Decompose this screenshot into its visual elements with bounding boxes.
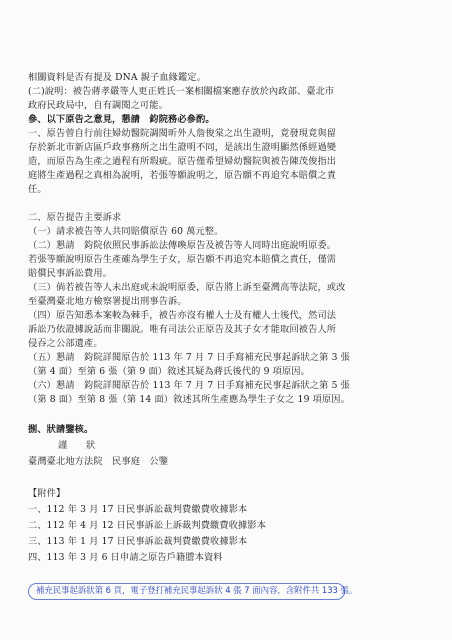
opinion-1-line-4: 庭將生產過程之真相為說明，若張等願說明之，原告願不再追究本賠償之責	[28, 170, 337, 181]
explain-line-2: 政府民政局中，自有調閱之可能。	[28, 100, 169, 111]
opinion-1-line-5: 任。	[28, 184, 47, 195]
claim-5-line-1: （五）懇請 鈞院詳閱原告於 113 年 7 月 7 日手寫補充民事起訴狀之第 3 張	[28, 352, 350, 363]
claim-2-line-3: 賠償民事訴訟費用。	[28, 268, 113, 279]
explain-line-1: (二)說明：被告蔣孝嚴等人更正姓氏一案相關檔案應存放於內政部、臺北市	[28, 86, 335, 97]
claim-6-line-1: （六）懇請 鈞院詳閱原告於 113 年 7 月 7 日手寫補充民事起訴狀之第 5 張	[28, 380, 350, 391]
claim-4-line-2: 訴訟乃依證據說話而非關說。唯有司法公正原告及其子女才能取回被告人所	[28, 324, 337, 335]
claim-5-line-2: （第 4 面）至第 6 張（第 9 面）敘述其疑為蔣氏後代的 9 項原因。	[28, 366, 310, 377]
attachment-2: 二、112 年 4 月 12 日民事訴訟上訴裁判費繳費收據影本	[28, 520, 267, 531]
closing-line: 捌、狀請鑒核。	[28, 424, 94, 435]
dna-line: 相關資料是否有提及 DNA 親子血緣鑑定。	[28, 72, 207, 83]
claim-4-line-3: 侵吞之公部遺產。	[28, 338, 103, 349]
respectfully-line: 謹 狀	[58, 440, 96, 451]
attachment-4: 四、113 年 3 月 6 日申請之原告戶籍謄本資料	[28, 552, 223, 563]
opinion-1-line-3: 造，而原告為生產之過程有所瑕疵。原告僅希望婦幼醫院與被告陳茂俊指出	[28, 156, 337, 167]
claim-2-line-1: （二）懇請 鈞院依照民事訴訟法傳喚原告及被告等人同時出庭說明原委。	[28, 240, 337, 251]
attachment-heading: 【附件】	[28, 488, 66, 499]
opinion-1-line-2: 存於新北市新店區戶政事務所之出生證明不同，是該出生證明顯然係經過變	[28, 142, 337, 153]
claim-3-line-1: （三）倘若被告等人未出庭或未說明原委，原告將上訴至臺灣高等法院，或改	[28, 282, 346, 293]
claim-2-line-2: 若張等願說明原告生產確為學生子女，原告願不再追究本賠償之責任，僅需	[28, 254, 337, 265]
section-2-heading: 二、原告提告主要訴求	[28, 212, 122, 223]
claim-1-line-1: （一）請求被告等人共同賠償原告 60 萬元整。	[28, 226, 224, 237]
claim-4-line-1: （四）原告知悉本案較為棘手，被告亦沒有權人士及有權人士後代，然司法	[28, 310, 337, 321]
claim-3-line-2: 至臺灣臺北地方檢察署提出刑事告訴。	[28, 296, 187, 307]
attachment-1: 一、112 年 3 月 17 日民事訴訟裁判費繳費收據影本	[28, 504, 248, 515]
section-3-heading: 參、以下原告之意見，懇請 鈞院務必參酌。	[28, 114, 215, 125]
court-line: 臺灣臺北地方法院 民事庭 公鑒	[28, 456, 169, 467]
claim-6-line-2: （第 8 面）至第 8 張（第 14 面）敘述其所生產應為學生子女之 19 項原因。	[28, 394, 350, 405]
attachment-3: 三、113 年 1 月 17 日民事訴訟裁判費繳費收據影本	[28, 536, 248, 547]
handwritten-note: 補充民事起訴狀第 6 頁，電子登打補充民事起訴狀 4 張 7 面內容，含附件共 133 張。	[36, 585, 358, 595]
opinion-1-line-1: 一、原告曾自行前往婦幼醫院調閱昕外人詹俊棠之出生證明，竟發現竟與留	[28, 128, 337, 139]
